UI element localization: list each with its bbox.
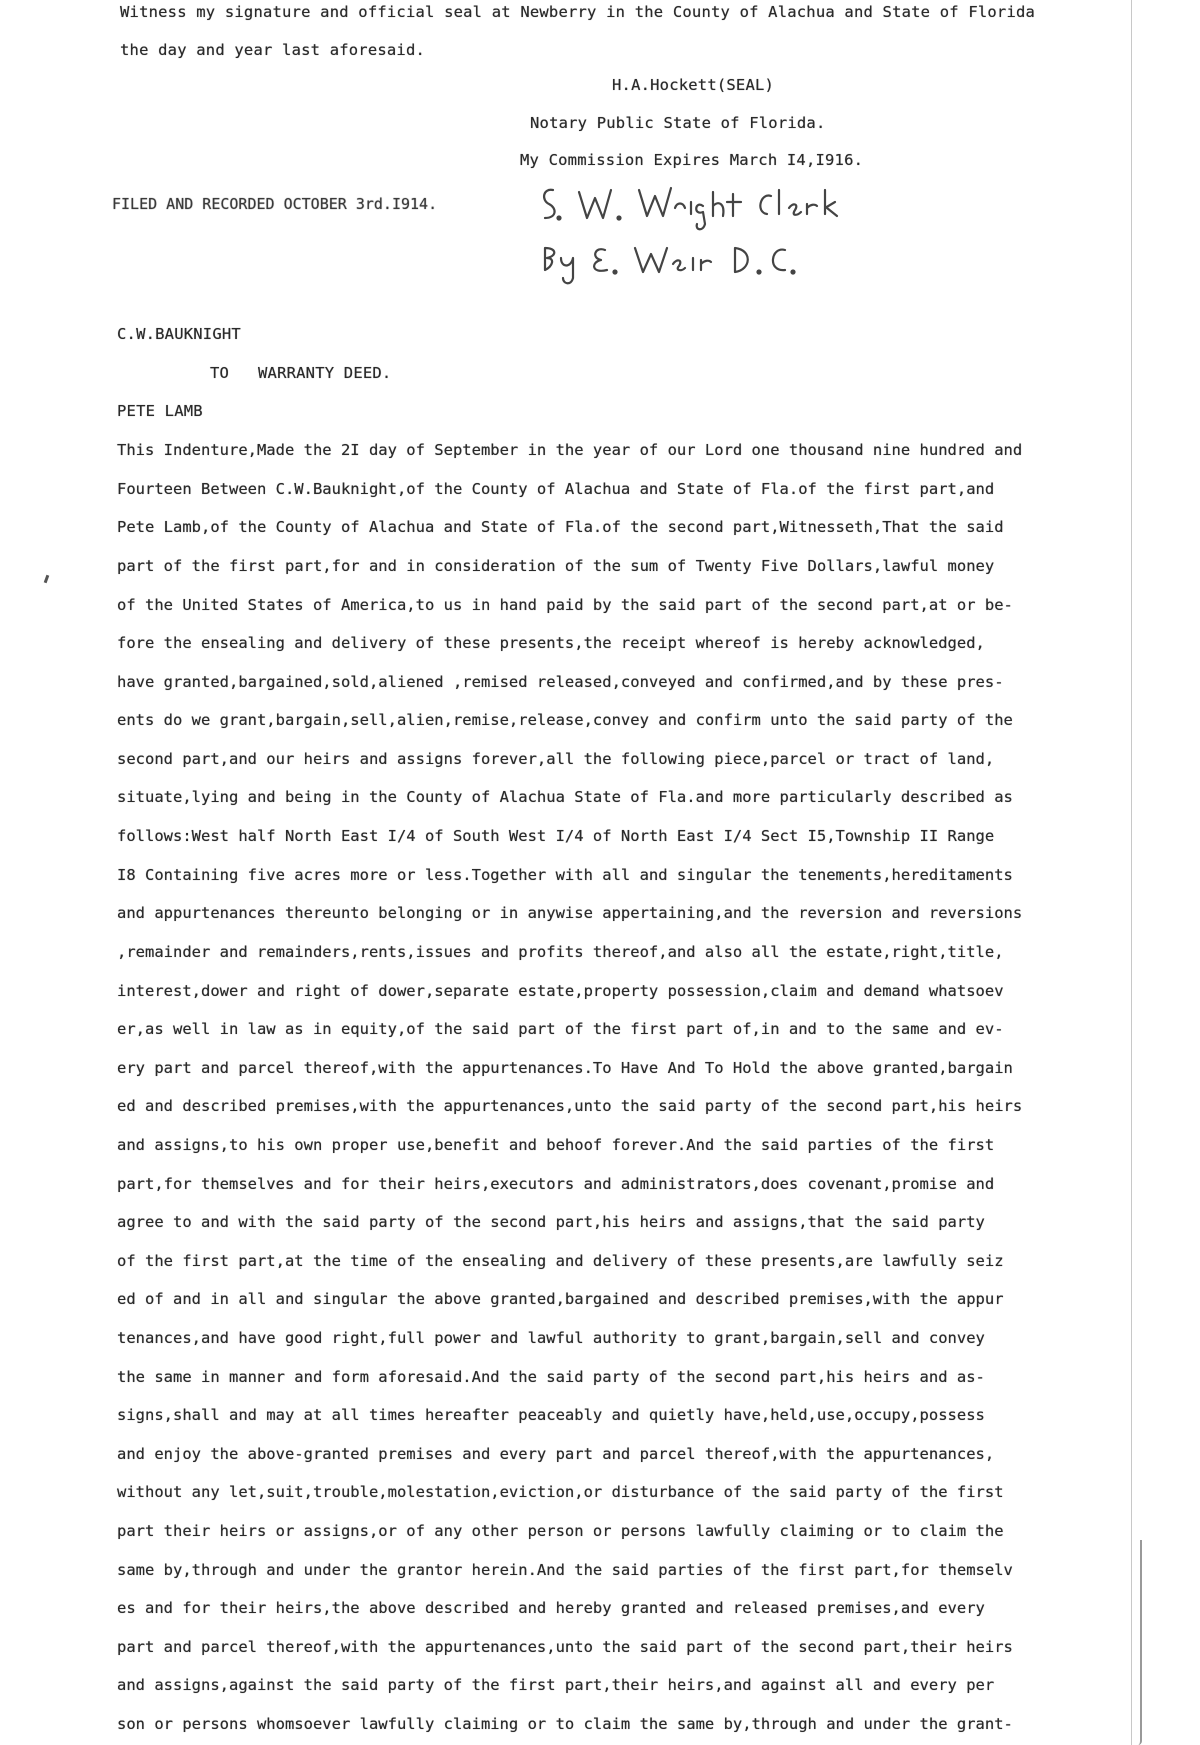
body-line: part of the first part,for and in consideration of the sum of Twenty Five Dollars,lawful money bbox=[117, 557, 995, 575]
body-line: This Indenture,Made the 2I day of September in the year of our Lord one thousand nine hundred and bbox=[117, 441, 1023, 459]
body-line: follows:West half North East I/4 of South West I/4 of North East I/4 Sect I5,Township II Range bbox=[117, 827, 995, 845]
body-line: agree to and with the said party of the second part,his heirs and assigns,that the said party bbox=[117, 1213, 985, 1231]
body-line: son or persons whomsoever lawfully claiming or to claim the same by,through and under the grant- bbox=[117, 1715, 1013, 1733]
notary-title: Notary Public State of Florida. bbox=[530, 114, 826, 132]
grantor-name: C.W.BAUKNIGHT bbox=[117, 325, 241, 343]
body-line: and assigns,to his own proper use,benefit and behoof forever.And the said parties of the first bbox=[117, 1136, 995, 1154]
body-line: interest,dower and right of dower,separate estate,property possession,claim and demand whatsoev bbox=[117, 982, 1004, 1000]
body-line: part and parcel thereof,with the appurtenances,unto the said part of the second part,their heirs bbox=[117, 1638, 1013, 1656]
filed-recorded-stamp: FILED AND RECORDED OCTOBER 3rd.I914. bbox=[112, 195, 438, 213]
body-line: ery part and parcel thereof,with the appurtenances.To Have And To Hold the above granted,bargain bbox=[117, 1059, 1013, 1077]
deed-type: WARRANTY DEED. bbox=[258, 364, 392, 382]
body-line: same by,through and under the grantor herein.And the said parties of the first part,for themselv bbox=[117, 1561, 1013, 1579]
notary-commission: My Commission Expires March I4,I916. bbox=[520, 151, 864, 169]
body-line: part,for themselves and for their heirs,executors and administrators,does covenant,promise and bbox=[117, 1175, 995, 1193]
body-line: ,remainder and remainders,rents,issues and profits thereof,and also all the estate,right,title, bbox=[117, 943, 1004, 961]
body-line: ed of and in all and singular the above granted,bargained and described premises,with the appur bbox=[117, 1290, 1004, 1308]
body-line: es and for their heirs,the above described and hereby granted and released premises,and every bbox=[117, 1599, 985, 1617]
body-line: have granted,bargained,sold,aliened ,remised released,conveyed and confirmed,and by these pres- bbox=[117, 673, 1004, 691]
body-line: Pete Lamb,of the County of Alachua and State of Fla.of the second part,Witnesseth,That the said bbox=[117, 518, 1004, 536]
body-line: fore the ensealing and delivery of these presents,the receipt whereof is hereby acknowledged, bbox=[117, 634, 985, 652]
clerk-signature-image bbox=[535, 178, 875, 288]
witness-line-2: the day and year last aforesaid. bbox=[120, 41, 426, 59]
body-line: the same in manner and form aforesaid.And the said party of the second part,his heirs and as- bbox=[117, 1368, 985, 1386]
witness-line-1: Witness my signature and official seal at Newberry in the County of Alachua and State of Florida bbox=[120, 3, 1036, 21]
body-line: and appurtenances thereunto belonging or in anywise appertaining,and the reversion and reversions bbox=[117, 904, 1023, 922]
body-line: Fourteen Between C.W.Bauknight,of the County of Alachua and State of Fla.of the first part,and bbox=[117, 480, 995, 498]
to-label: TO bbox=[210, 364, 230, 382]
body-line: signs,shall and may at all times hereafter peaceably and quietly have,held,use,occupy,possess bbox=[117, 1406, 985, 1424]
stray-ink-mark bbox=[44, 575, 50, 584]
grantee-name: PETE LAMB bbox=[117, 402, 203, 420]
body-line: situate,lying and being in the County of Alachua State of Fla.and more particularly described as bbox=[117, 788, 1013, 806]
body-line: and assigns,against the said party of the first part,their heirs,and against all and every per bbox=[117, 1676, 995, 1694]
body-line: of the United States of America,to us in hand paid by the said part of the second part,at or be- bbox=[117, 596, 1013, 614]
body-line: ents do we grant,bargain,sell,alien,remise,release,convey and confirm unto the said party of the bbox=[117, 711, 1013, 729]
body-line: tenances,and have good right,full power and lawful authority to grant,bargain,sell and convey bbox=[117, 1329, 985, 1347]
body-line: I8 Containing five acres more or less.Together with all and singular the tenements,hereditaments bbox=[117, 866, 1013, 884]
body-line: er,as well in law as in equity,of the said part of the first part of,in and to the same and ev- bbox=[117, 1020, 1004, 1038]
body-line: without any let,suit,trouble,molestation,eviction,or disturbance of the said party of the first bbox=[117, 1483, 1004, 1501]
body-line: and enjoy the above-granted premises and every part and parcel thereof,with the appurtenances, bbox=[117, 1445, 995, 1463]
page-corner-curl bbox=[1138, 1540, 1142, 1745]
body-line: of the first part,at the time of the ensealing and delivery of these presents,are lawfully seiz bbox=[117, 1252, 1004, 1270]
body-line: part their heirs or assigns,or of any other person or persons lawfully claiming or to claim the bbox=[117, 1522, 1004, 1540]
notary-name: H.A.Hockett(SEAL) bbox=[612, 76, 775, 94]
body-line: ed and described premises,with the appurtenances,unto the said party of the second part,his heirs bbox=[117, 1097, 1023, 1115]
page-edge-line bbox=[1131, 0, 1132, 1745]
body-line: second part,and our heirs and assigns forever,all the following piece,parcel or tract of land, bbox=[117, 750, 995, 768]
